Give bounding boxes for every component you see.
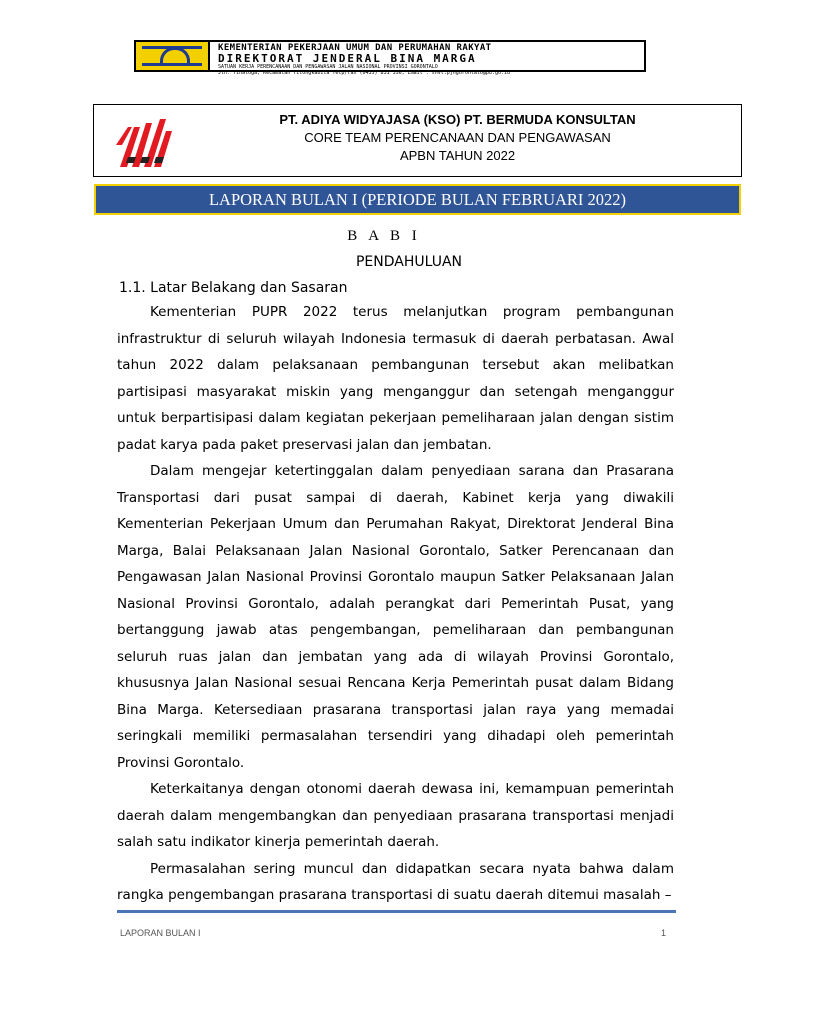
company-logo-icon (114, 117, 174, 169)
company-team: CORE TEAM PERENCANAAN DAN PENGAWASAN (304, 130, 611, 145)
page-number: 1 (661, 928, 667, 938)
ministry-letterhead (134, 40, 646, 76)
company-apbn: APBN TAHUN 2022 (399, 148, 516, 163)
letterhead-ministry: KEMENTERIAN PEKERJAAN UMUM DAN PERUMAHAN RAKYAT (218, 43, 492, 53)
section-heading: 1.1. Latar Belakang dan Sasaran (119, 280, 348, 296)
company-header-box (93, 104, 742, 177)
letterhead-text (210, 42, 644, 76)
paragraph: Keterkaitanya dengan otonomi daerah dewasa ini, kemampuan pemerintah daerah dalam mengembangkan dan penyediaan prasarana transportasi menjadi salah satu indikator kinerja pemerintah daerah. (117, 781, 674, 850)
report-title-bar: LAPORAN BULAN I (PERIODE BULAN FEBRUARI 2022) (94, 184, 741, 215)
body-text (117, 299, 674, 909)
letterhead-unit: SATUAN KERJA PERENCANAAN DAN PENGAWASAN JALAN NASIONAL PROVINSI GORONTALO (218, 64, 438, 70)
company-info (194, 111, 721, 165)
chapter-title: PENDAHULUAN (355, 254, 463, 270)
letterhead-directorate: DIREKTORAT JENDERAL BINA MARGA (218, 52, 477, 65)
paragraph: Permasalahan sering muncul dan didapatkan secara nyata bahwa dalam rangka pengembangan prasarana transportasi di suatu daerah ditemui masalah – (117, 860, 674, 903)
paragraph: Dalam mengejar ketertinggalan dalam penyediaan sarana dan Prasarana Transportasi dari pusat sampai di daerah, Kabinet kerja yang diwakili Kementerian Pekerjaan Umum dan Perumahan Rakyat, Direktorat Jenderal Bina Marga, Balai Pelaksanaan Jalan Nasional Gorontalo, Satker Perencanaan dan Pengawasan Jalan Nasional Provinsi Gorontalo maupun Satker Pelaksanaan Jalan Nasional Provinsi Gorontalo, adalah perangkat dari Pemerintah Pusat, yang bertanggung jawab atas pengembangan, pemeliharaan dan pembangunan seluruh ruas jalan dan jembatan yang ada di wilayah Provinsi Gorontalo, khususnya Jalan Nasional sesuai Rencana Kerja Pemerintah pusat dalam Bidang Bina Marga. Ketersediaan prasarana transportasi jalan raya yang memadai seringkali memiliki permasalahan tersendiri yang dihadapi oleh pemerintah Provinsi Gorontalo. (117, 463, 674, 771)
letterhead-address: Jln. Tinaloga, Kecamatan Tilongkabila Telp/Fax (0435) 831 356, Email : snvt.pjngorontalo@pu.go.id (218, 70, 510, 76)
company-name: PT. ADIYA WIDYAJASA (KSO) PT. BERMUDA KONSULTAN (279, 112, 636, 127)
ministry-logo-icon (136, 42, 210, 70)
paragraph: Kementerian PUPR 2022 terus melanjutkan program pembangunan infrastruktur di seluruh wilayah Indonesia termasuk di daerah perbatasan. Awal tahun 2022 dalam pelaksanaan pembangunan tersebut akan melibatkan partisipasi masyarakat miskin yang menganggur dan setengah menganggur untuk berpartisipasi dalam kegiatan pekerjaan pemeliharaan jalan dengan sistim padat karya pada paket preservasi jalan dan jembatan. (117, 304, 674, 453)
footer-rule (117, 910, 676, 913)
footer-report-name: LAPORAN BULAN I (120, 928, 201, 938)
chapter-number: B A B I (347, 228, 421, 244)
